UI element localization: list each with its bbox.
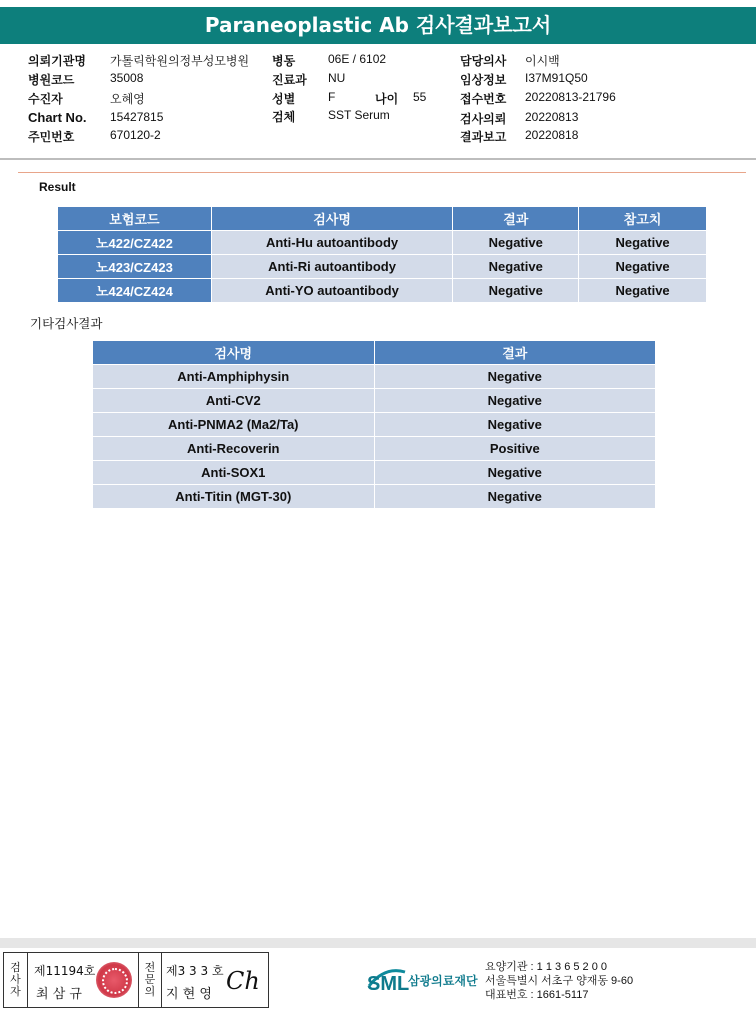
info-label: 담당의사 bbox=[460, 54, 507, 68]
signature-box bbox=[3, 952, 269, 1008]
test-name: Anti-SOX1 bbox=[93, 461, 375, 485]
info-value: I37M91Q50 bbox=[525, 71, 588, 85]
info-label: 병동 bbox=[272, 54, 296, 68]
column-header: 참고치 bbox=[579, 207, 707, 231]
patient-info bbox=[0, 52, 756, 152]
info-label: 접수번호 bbox=[460, 92, 507, 106]
test-result: Negative bbox=[453, 255, 579, 279]
info-label: 주민번호 bbox=[28, 130, 75, 144]
test-name: Anti-Hu autoantibody bbox=[211, 231, 453, 255]
table-row bbox=[93, 413, 656, 437]
org-name: 삼광의료재단 bbox=[408, 974, 478, 988]
reference-value: Negative bbox=[579, 255, 707, 279]
inspector-number: 제11194호 bbox=[34, 964, 96, 978]
info-value: 20220813 bbox=[525, 110, 579, 124]
info-label: 의뢰기관명 bbox=[28, 54, 86, 68]
table-row bbox=[93, 461, 656, 485]
test-name: Anti-YO autoantibody bbox=[211, 279, 453, 303]
info-value: 06E / 6102 bbox=[328, 52, 387, 66]
test-result: Negative bbox=[453, 279, 579, 303]
info-label: 진료과 bbox=[272, 73, 307, 87]
test-name: Anti-Recoverin bbox=[93, 437, 375, 461]
org-address: 서울특별시 서초구 양재동 9-60 bbox=[485, 975, 634, 987]
test-result: Negative bbox=[374, 461, 655, 485]
column-header: 결과 bbox=[374, 341, 655, 365]
info-value: 가톨릭학원의정부성모병원 bbox=[110, 54, 250, 68]
info-label: 수진자 bbox=[28, 92, 63, 106]
info-value: 20220813-21796 bbox=[525, 90, 616, 104]
header-divider bbox=[0, 158, 756, 160]
info-value: 20220818 bbox=[525, 128, 579, 142]
info-label: 성별 bbox=[272, 92, 296, 106]
inspector-label-char: 검 bbox=[10, 961, 21, 974]
table-row bbox=[58, 279, 707, 303]
info-value: 670120-2 bbox=[110, 128, 161, 142]
org-info bbox=[485, 960, 633, 1002]
test-result: Negative bbox=[374, 413, 655, 437]
reviewer-label bbox=[138, 953, 162, 1007]
report-title: Paraneoplastic Ab 검사결과보고서 bbox=[0, 7, 756, 44]
info-value: SST Serum bbox=[328, 108, 390, 122]
reviewer-name: 지 현 영 bbox=[166, 987, 212, 1002]
test-name: Anti-Titin (MGT-30) bbox=[93, 485, 375, 509]
test-result: Negative bbox=[374, 365, 655, 389]
info-value: 이시백 bbox=[525, 54, 560, 68]
footer-band bbox=[0, 938, 756, 948]
org-code: 요양기관 : 1 1 3 6 5 2 0 0 bbox=[485, 961, 608, 973]
info-label: 임상정보 bbox=[460, 73, 507, 87]
test-name: Anti-Amphiphysin bbox=[93, 365, 375, 389]
test-name: Anti-CV2 bbox=[93, 389, 375, 413]
reviewer-label-char: 전 bbox=[144, 961, 156, 974]
table-header-row bbox=[58, 207, 707, 231]
column-header: 결과 bbox=[453, 207, 579, 231]
column-header: 검사명 bbox=[93, 341, 375, 365]
sml-logo-mark: SML bbox=[367, 973, 410, 995]
reference-value: Negative bbox=[579, 231, 707, 255]
insurance-code: 노424/CZ424 bbox=[58, 279, 212, 303]
table-row bbox=[93, 437, 656, 461]
other-section-label: 기타검사결과 bbox=[30, 316, 103, 331]
table-row bbox=[58, 255, 707, 279]
table-row bbox=[93, 365, 656, 389]
info-label: 병원코드 bbox=[28, 73, 75, 87]
info-value: 15427815 bbox=[110, 110, 164, 124]
info-label: Chart No. bbox=[28, 110, 87, 125]
table-row bbox=[93, 485, 656, 509]
result-table bbox=[57, 206, 707, 303]
inspector-name: 최 삼 규 bbox=[36, 987, 82, 1002]
reference-value: Negative bbox=[579, 279, 707, 303]
info-value: 35008 bbox=[110, 71, 144, 85]
inspector-label-char: 사 bbox=[10, 973, 21, 986]
test-result: Negative bbox=[453, 231, 579, 255]
info-label: 검사의뢰 bbox=[460, 112, 507, 126]
org-phone: 대표번호 : 1661-5117 bbox=[485, 989, 589, 1001]
info-label: 결과보고 bbox=[460, 130, 507, 144]
test-name: Anti-Ri autoantibody bbox=[211, 255, 453, 279]
info-value: 오혜영 bbox=[110, 92, 145, 106]
insurance-code: 노423/CZ423 bbox=[58, 255, 212, 279]
info-value: F bbox=[328, 90, 336, 104]
table-row bbox=[93, 389, 656, 413]
reviewer-number: 제3 3 3 호 bbox=[166, 964, 224, 978]
reviewer-label-char: 문 bbox=[144, 973, 156, 986]
inspector-label-char: 자 bbox=[10, 985, 21, 998]
inspector-label bbox=[4, 953, 28, 1007]
section-divider bbox=[18, 172, 746, 173]
table-header-row bbox=[93, 341, 656, 365]
other-results-table bbox=[92, 340, 656, 509]
result-section-label: Result bbox=[39, 180, 76, 194]
test-name: Anti-PNMA2 (Ma2/Ta) bbox=[93, 413, 375, 437]
table-row bbox=[58, 231, 707, 255]
info-value: 55 bbox=[413, 90, 427, 104]
test-result: Positive bbox=[374, 437, 655, 461]
test-result: Negative bbox=[374, 389, 655, 413]
test-result: Negative bbox=[374, 485, 655, 509]
signature: Ch bbox=[226, 967, 260, 995]
info-label: 나이 bbox=[375, 92, 399, 106]
column-header: 보험코드 bbox=[58, 207, 212, 231]
info-label: 검체 bbox=[272, 110, 296, 124]
reviewer-label-char: 의 bbox=[144, 985, 156, 998]
column-header: 검사명 bbox=[211, 207, 453, 231]
insurance-code: 노422/CZ422 bbox=[58, 231, 212, 255]
info-value: NU bbox=[328, 71, 346, 85]
seal-stamp bbox=[96, 962, 132, 998]
